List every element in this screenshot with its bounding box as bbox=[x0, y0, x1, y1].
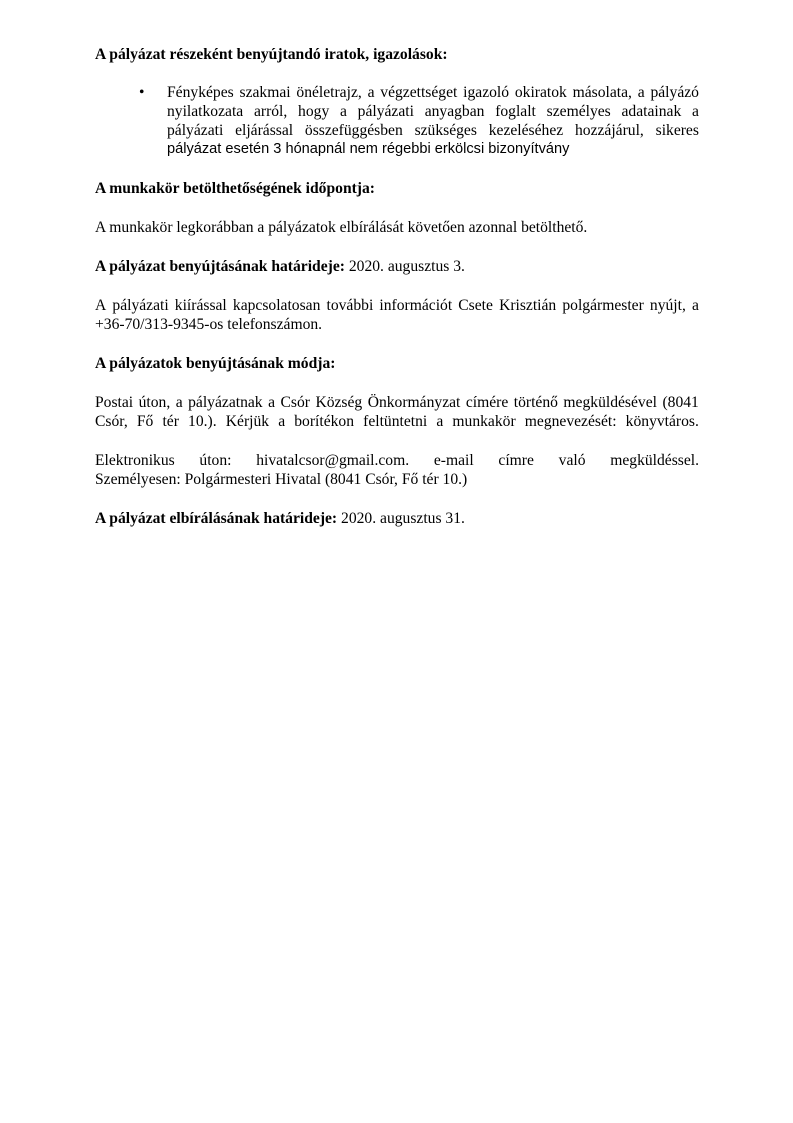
word: nyilatkozata bbox=[167, 103, 244, 120]
word: hivatalcsor@gmail.com. bbox=[256, 452, 410, 469]
word: sikeres bbox=[655, 122, 699, 139]
word: Fő bbox=[136, 413, 154, 430]
word: a bbox=[436, 413, 444, 430]
postal-line-1 bbox=[95, 393, 699, 412]
word: (8041 bbox=[662, 394, 699, 411]
word: önéletrajz, bbox=[296, 84, 362, 101]
in-person-line: Személyesen: Polgármesteri Hivatal (8041 Csór, Fő tér 10.) bbox=[95, 471, 468, 488]
submission-deadline-value: 2020. augusztus 3. bbox=[344, 258, 465, 275]
word: címre bbox=[498, 452, 534, 469]
fill-date-text: A munkakör legkorábban a pályázatok elbírálását követően azonnal betölthető. bbox=[95, 219, 588, 236]
word: hozzájárul, bbox=[574, 122, 644, 139]
word: Önkormányzat bbox=[367, 394, 461, 411]
word: tér bbox=[162, 413, 179, 430]
word: Fényképes bbox=[167, 84, 234, 101]
word: Elektronikus bbox=[95, 452, 175, 469]
submission-method-heading: A pályázatok benyújtásának módja: bbox=[95, 355, 336, 372]
word: a bbox=[278, 413, 286, 430]
word: Kérjük bbox=[225, 413, 270, 430]
word: pályázó bbox=[650, 84, 699, 101]
word: foglalt bbox=[495, 103, 536, 120]
word: borítékon bbox=[294, 413, 355, 430]
word: a bbox=[339, 103, 347, 120]
word: végzettséget bbox=[380, 84, 458, 101]
word: megküldésével bbox=[563, 394, 657, 411]
info-line-2: +36-70/313-9345-os telefonszámon. bbox=[95, 316, 323, 333]
word: címére bbox=[465, 394, 509, 411]
word: feltüntetni bbox=[363, 413, 428, 430]
word: kezeléséhez bbox=[488, 122, 564, 139]
word: szükséges bbox=[414, 122, 477, 139]
word: kapcsolatosan bbox=[232, 297, 321, 314]
word: nyújt, bbox=[649, 297, 686, 314]
decision-deadline-label: A pályázat elbírálásának határideje: bbox=[95, 510, 338, 527]
bullet-line-4: pályázat esetén 3 hónapnál nem régebbi erkölcsi bizonyítvány bbox=[167, 141, 570, 157]
word: úton, bbox=[138, 394, 171, 411]
electronic-line-1 bbox=[95, 451, 699, 470]
decision-deadline bbox=[95, 509, 699, 528]
word: való bbox=[558, 452, 586, 469]
word: a bbox=[268, 394, 275, 411]
word: arról, bbox=[253, 103, 288, 120]
word: A bbox=[95, 297, 107, 314]
document-page bbox=[95, 45, 699, 528]
word: Csete bbox=[458, 297, 493, 314]
word: 10.). bbox=[188, 413, 217, 430]
word: pályázati bbox=[167, 122, 224, 139]
documents-heading: A pályázat részeként benyújtandó iratok, igazolások: bbox=[95, 46, 448, 63]
word: információt bbox=[379, 297, 453, 314]
word: eljárással bbox=[235, 122, 294, 139]
word: Csór, bbox=[95, 413, 128, 430]
word: a bbox=[692, 103, 699, 120]
word: összefüggésben bbox=[304, 122, 403, 139]
bullet-line-2 bbox=[167, 102, 699, 121]
word: megküldéssel. bbox=[610, 452, 699, 469]
word: Község bbox=[315, 394, 363, 411]
word: Krisztián bbox=[499, 297, 557, 314]
bullet-icon: • bbox=[139, 84, 145, 101]
word: e-mail bbox=[433, 452, 474, 469]
decision-deadline-value: 2020. augusztus 31. bbox=[337, 510, 465, 527]
word: polgármester bbox=[562, 297, 644, 314]
word: személyes bbox=[546, 103, 611, 120]
word: anyagban bbox=[424, 103, 485, 120]
word: igazoló bbox=[463, 84, 510, 101]
word: Csór bbox=[280, 394, 310, 411]
word: a bbox=[175, 394, 183, 411]
word: pályázatnak bbox=[188, 394, 263, 411]
word: a bbox=[367, 84, 375, 101]
word: pályázati bbox=[357, 103, 414, 120]
word: Postai bbox=[95, 394, 134, 411]
word: a bbox=[637, 84, 645, 101]
postal-line-2 bbox=[95, 412, 699, 431]
word: szakmai bbox=[239, 84, 291, 101]
info-line-1 bbox=[95, 296, 699, 315]
word: munkakör bbox=[452, 413, 516, 430]
word: okiratok bbox=[514, 84, 567, 101]
submission-deadline bbox=[95, 257, 699, 276]
documents-bullet-item bbox=[139, 83, 699, 159]
bullet-line-1 bbox=[167, 83, 699, 102]
word: kiírással bbox=[174, 297, 227, 314]
word: adatainak bbox=[621, 103, 682, 120]
word: megnevezését: bbox=[524, 413, 617, 430]
word: további bbox=[326, 297, 374, 314]
word: a bbox=[691, 297, 699, 314]
word: történő bbox=[513, 394, 558, 411]
submission-deadline-label: A pályázat benyújtásának határideje: bbox=[95, 258, 345, 275]
word: hogy bbox=[298, 103, 330, 120]
word: könyvtáros. bbox=[625, 413, 699, 430]
word: pályázati bbox=[112, 297, 169, 314]
word: másolata, bbox=[572, 84, 632, 101]
fill-date-heading: A munkakör betölthetőségének időpontja: bbox=[95, 180, 375, 197]
bullet-line-3 bbox=[167, 121, 699, 140]
word: úton: bbox=[199, 452, 232, 469]
